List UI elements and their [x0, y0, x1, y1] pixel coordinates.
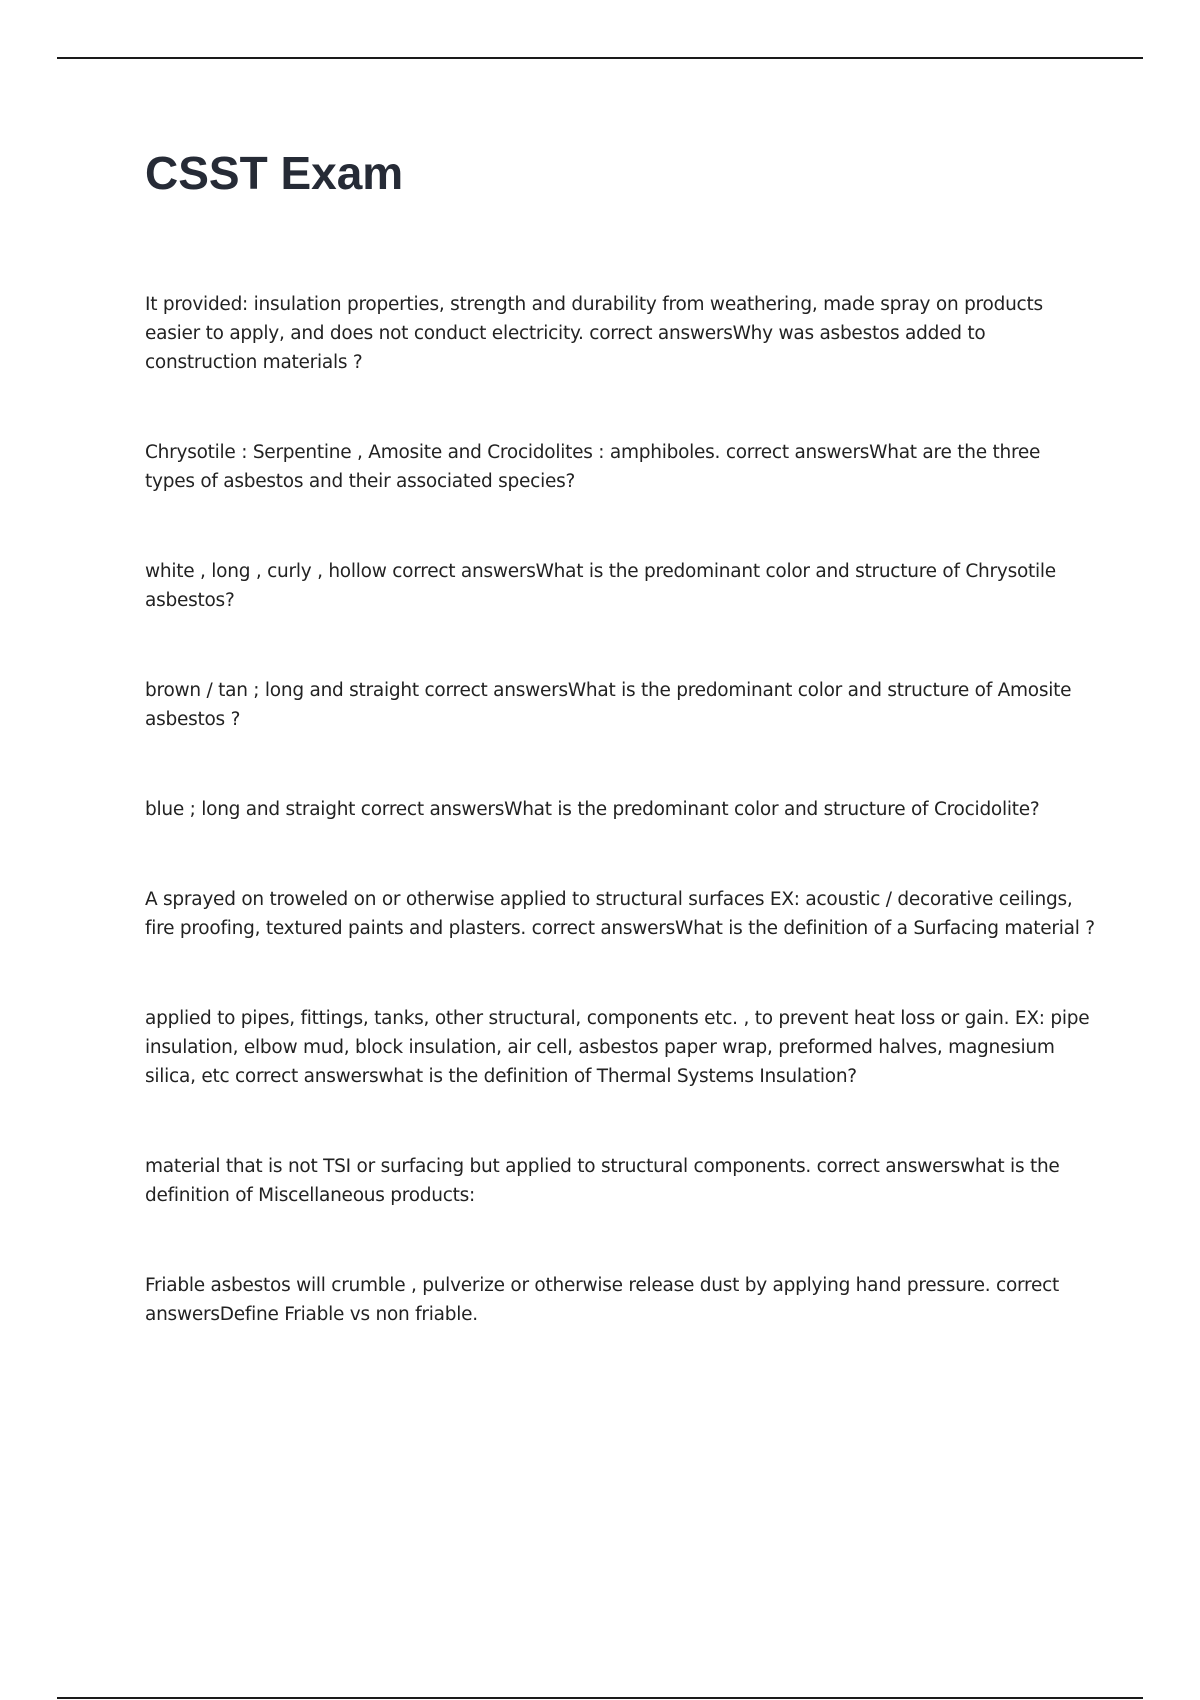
header-rule	[57, 57, 1143, 59]
qa-item: blue ; long and straight correct answersWhat is the predominant color and structure of Crocidolite?	[145, 799, 1040, 820]
qa-item: white , long , curly , hollow correct answersWhat is the predominant color and structure of Chrysotile asbestos?	[145, 561, 1056, 611]
page-title: CSST Exam	[145, 147, 404, 199]
qa-list	[145, 290, 1095, 1390]
qa-item: brown / tan ; long and straight correct answersWhat is the predominant color and structure of Amosite asbestos ?	[145, 680, 1072, 730]
footer-rule	[57, 1697, 1143, 1699]
qa-item: Friable asbestos will crumble , pulverize or otherwise release dust by applying hand pressure. correct answersDefine Friable vs non friable.	[145, 1275, 1060, 1325]
qa-item: Chrysotile : Serpentine , Amosite and Crocidolites : amphiboles. correct answersWhat are the three types of asbestos and their associated species?	[145, 442, 1041, 492]
qa-item: material that is not TSI or surfacing but applied to structural components. correct answerswhat is the definition of Miscellaneous products:	[145, 1156, 1060, 1206]
qa-item: applied to pipes, fittings, tanks, other structural, components etc. , to prevent heat loss or gain. EX: pipe insulation, elbow mud, block insulation, air cell, asbestos paper wrap, preformed halves, magnesium silica, etc correct answerswhat is the definition of Thermal Systems Insulation?	[145, 1008, 1090, 1087]
qa-item: It provided: insulation properties, strength and durability from weathering, made spray on products easier to apply, and does not conduct electricity. correct answersWhy was asbestos added to construction materials ?	[145, 294, 1043, 373]
qa-item: A sprayed on troweled on or otherwise applied to structural surfaces EX: acoustic / decorative ceilings, fire proofing, textured paints and plasters. correct answersWhat is the definition of a Surfacing material ?	[145, 889, 1095, 939]
